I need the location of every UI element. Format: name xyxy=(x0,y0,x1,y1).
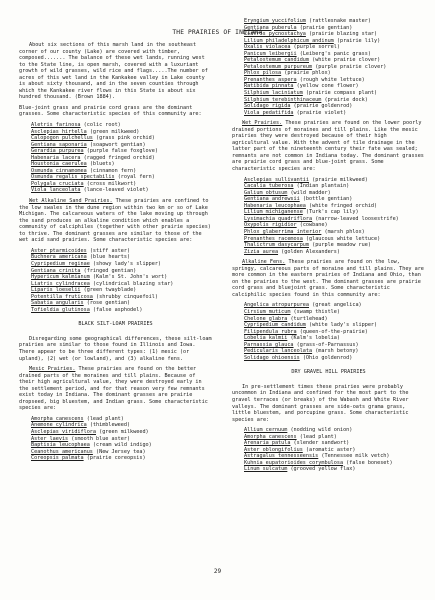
species-name: Liatris cylindracea xyxy=(31,280,90,287)
species-name: Chelone glabra xyxy=(244,315,288,322)
species-name: Calopogon pulchellus xyxy=(31,135,93,142)
paragraph: Wet Alkaline Sand Prairies. These prairies are confined to the low swales in the dune region within two km or so of Lake Michigan. The calcareous waters of the lake moving up through the sand produces an alkaline condition which enables a community of calciphiles (together with other prairie species) to thrive. The dominant grasses are similar to those of the wet acid sand prairies. Some characteristic species are: xyxy=(19,198,211,244)
common-name: (yellow cone flower) xyxy=(296,83,359,90)
quote-paragraph: About six sections of this marsh land in the southeast corner of our county (Lake) are covered with timber, composed....... The balance of these wet lands, running west to the State line, is open marsh, covered with a luxuriant growth of wild grasses, wild rice and flags.....The number of acres of this wet land in the Kankakee valley in Lake county is about sixty thousand, and in the seven counties through which the Kankakee river flows in this State is about six hundred thousand. (Brown 1884). xyxy=(19,42,208,101)
species-name: Viola lanceolata xyxy=(31,187,81,194)
common-name: (great angelica) xyxy=(312,302,362,309)
common-name: (prairie violet) xyxy=(296,109,347,116)
common-name: (false boneset) xyxy=(346,459,393,466)
subsection-heading: Wet Prairies. xyxy=(242,120,283,127)
species-name: Liatris pycnostachya xyxy=(244,31,306,38)
paragraph: Alkaline Fens. These prairies are found on the low, springy, calcareous parts of moraine and till plains. They are more common in the eastern prairies of Indiana and Ohio, than on the prairies to the west. The dominant grasses are prairie cord grass and bluejoint grass. Some characteristic calciphilic species found in this community are: xyxy=(232,259,424,298)
species-name: Cirsium muticum xyxy=(244,308,291,315)
species-list xyxy=(232,177,425,256)
species-name: Astragalus tennesseensis xyxy=(244,453,319,460)
species-name: Filipendula rubra xyxy=(244,328,297,335)
species-name: Oxalis violacea xyxy=(244,44,291,51)
species-name: Asclepias hirtella xyxy=(31,128,87,135)
paragraph: Blue-joint grass and prairie cord grass are the dominant grasses. Some characteristic species of this community are: xyxy=(19,104,202,118)
common-name: (swamp thistle) xyxy=(293,308,340,315)
common-name: (purple prairie clover) xyxy=(315,63,387,70)
species-list xyxy=(19,416,212,462)
common-name: (rattlesnake master) xyxy=(309,18,371,24)
common-name: (purple false foxglove) xyxy=(86,148,158,155)
species-name: Ceanothus americanus xyxy=(31,448,93,455)
section-title: DRY GRAVEL HILL PRAIRIES xyxy=(291,369,366,376)
species-name: Aster laevis xyxy=(31,435,69,442)
subsection-heading: Mesic Prairies. xyxy=(29,366,76,373)
species-name: Gentiana andrewsii xyxy=(244,196,300,203)
species-name: Viola pedatifida xyxy=(244,109,294,116)
subsection-heading: Wet Alkaline Sand Prairies. xyxy=(29,198,113,205)
common-name: (bottle gentian) xyxy=(302,196,353,203)
species-name: Aster ptarmicoides xyxy=(31,247,87,254)
right-column xyxy=(232,18,425,477)
species-name: Kuhnia eupatorioides corymbulosa xyxy=(244,459,344,466)
species-name: Zizia aurea xyxy=(244,248,279,255)
species-name: Lobelia kalmii xyxy=(244,335,288,342)
common-name: (queen-of-the-prairie) xyxy=(299,328,368,335)
species-name: Cypripedium candidum xyxy=(244,322,306,329)
common-name: (prairie phlox) xyxy=(284,70,331,77)
subsection-heading: Alkaline Fens. xyxy=(242,259,286,266)
species-name: Gentiana puberula xyxy=(244,24,297,31)
species-name: Thalictrum dasycarpum xyxy=(244,242,309,249)
species-name: Prenanthes aspera xyxy=(244,76,297,83)
common-name: (narrow-leaved loosestrife) xyxy=(315,215,399,222)
species-item xyxy=(244,249,425,256)
common-name: (false asphodel) xyxy=(92,306,143,313)
species-name: Solidago rigida xyxy=(244,103,291,110)
common-name: (showy lady's slipper) xyxy=(92,260,162,267)
species-name: Petalostemum candidum xyxy=(244,57,309,64)
species-name: Habenaria lacera xyxy=(31,154,81,161)
common-name: (golden Alexanders) xyxy=(281,248,340,255)
common-name: (prairie dock) xyxy=(324,96,368,103)
species-item xyxy=(31,187,212,194)
species-name: Gentiana crinita xyxy=(31,267,81,274)
paragraph: Wet Prairies. These prairies are found on the lower poorly drained portions of moraines and till plains. Like the mesic prairies they were destroyed because of their high agricultural value. With the advent of tile drainage in the latter part of the nineteenth century their fate was sealed; remnants are not common in Indiana today. The dominant grasses are prairie cord grass and blue-joint grass. Some characteristic species are: xyxy=(232,120,424,173)
species-name: Asclepias viridiflora xyxy=(31,428,96,435)
common-name: (New Jersey tea) xyxy=(96,448,146,455)
common-name: (grooved yellow flax) xyxy=(290,466,356,473)
left-column xyxy=(19,42,212,466)
species-name: Cacalia tuberosa xyxy=(244,183,294,190)
common-name: (prairie lily) xyxy=(336,37,381,44)
species-name: Prenanthes racemosa xyxy=(244,235,303,242)
common-name: (Leiberg's panic grass) xyxy=(299,50,371,57)
common-name: (grass-of-Parnassus) xyxy=(296,341,359,348)
species-name: Hypericum kalmianum xyxy=(31,274,90,281)
species-name: Gentiana saponaria xyxy=(31,141,87,148)
paragraph: Disregarding some geographical differences, these silt-loam prairies are similar to those found in Illinois and Iowa. There appear to be three different types: (1) mesic (or upland), (2) wet (or lowland), and (3) alkaline fens. xyxy=(19,335,212,362)
common-name: (turtlehead) xyxy=(290,315,328,322)
species-name: Cypripedium reginae xyxy=(31,260,90,267)
species-name: Liparis loeselii xyxy=(31,287,81,294)
common-name: (lead plant) xyxy=(86,415,124,422)
common-name: (marsh phlox) xyxy=(324,228,365,235)
species-name: Lilium philadelphicum andinum xyxy=(244,37,334,44)
species-name: Aster oblongifolius xyxy=(244,446,303,453)
common-name: (lance-leaved violet) xyxy=(83,187,149,194)
species-name: Aletris farinosa xyxy=(31,122,81,129)
species-name: Allium cernuum xyxy=(244,427,288,434)
species-name: Gerardia purpurea xyxy=(31,148,84,155)
species-item xyxy=(244,110,425,117)
species-name: Phlox pilosa xyxy=(244,70,282,77)
species-name: Amorpha canescens xyxy=(244,433,297,440)
common-name: (cowbane) xyxy=(299,222,328,229)
common-name: (cream wild indigo) xyxy=(92,442,152,449)
common-name: (cross milkwort) xyxy=(86,180,137,187)
common-name: (white prairie clover) xyxy=(312,57,381,64)
species-name: Ratibida pinnata xyxy=(244,83,294,90)
species-name: Pedicularis lanceolata xyxy=(244,348,313,355)
common-name: (soapwort gentian) xyxy=(89,141,146,148)
common-name: (prairie goldenrod) xyxy=(293,103,353,110)
page-header: THE PRAIRIES OF INDIANA xyxy=(172,29,263,36)
common-name: (prairie blazing star) xyxy=(309,31,378,38)
species-name: Baptisia leucophaea xyxy=(31,442,90,449)
species-name: Habenaria leucophaea xyxy=(244,202,306,209)
paragraph: Mesic Prairies. These prairies are found on the better drained parts of the moraines and till plains. Because of their high agricultural value, they were destroyed early in the settlement period, and for that reason very few remnants exist today in Indiana. The dominant grasses are prairie dropseed, big bluestem, and Indian grass. Some characteristic species are: xyxy=(19,366,208,412)
common-name: (white lady's slipper) xyxy=(309,322,378,329)
common-name: (prairie coreopsis) xyxy=(86,455,146,462)
species-name: Eryngium yuccifolium xyxy=(244,18,306,24)
common-name: (white fringed orchid) xyxy=(309,202,378,209)
species-name: Phlox glaberrima interior xyxy=(244,228,322,235)
common-name: (prairie milkweed) xyxy=(312,176,368,183)
species-name: Linum sulcatum xyxy=(244,466,288,473)
section-title: BLACK SILT-LOAM PRAIRIES xyxy=(78,321,153,328)
species-name: Osmunda cinnamomea xyxy=(31,167,87,174)
common-name: (bluets) xyxy=(89,161,115,168)
paragraph: In pre-settlement times these prairies were probably uncommon in Indiana and confined for the most part to the gravel terraces (or breaks) of the Wabash and White River valleys. The dominant grasses are side-oats grama grass, little bluestem, and porcupine grass. Some characteristic species are: xyxy=(232,383,409,423)
species-name: Anemone cylindrica xyxy=(31,422,87,429)
common-name: (Turk's cap lily) xyxy=(305,209,359,216)
common-name: (stiff aster) xyxy=(89,247,131,254)
species-name: Petalostemum purpureum xyxy=(244,63,313,70)
common-name: (grass pink orchid) xyxy=(96,135,155,142)
species-item xyxy=(244,466,425,473)
common-name: (colic root) xyxy=(83,122,121,129)
common-name: (prairie gentian) xyxy=(299,24,353,31)
common-name: (aromatic aster) xyxy=(305,446,356,453)
common-name: (smooth blue aster) xyxy=(71,435,131,442)
common-name: (wild madder) xyxy=(290,189,331,196)
species-name: Silphium laciniatum xyxy=(244,90,303,97)
species-name: Lysimachia quadriflora xyxy=(244,215,313,222)
species-list xyxy=(232,427,425,473)
common-name: (green milkweed) xyxy=(99,428,149,435)
common-name: (Kalm's St. John's wort) xyxy=(92,274,168,281)
species-item xyxy=(31,307,212,314)
common-name: (marsh betony) xyxy=(315,348,359,355)
common-name: (purple meadow rue) xyxy=(312,242,371,249)
species-name: Arenaria patula xyxy=(244,440,291,447)
common-name: (shrubby cinquefoil) xyxy=(96,293,158,300)
common-name: (purple sorrel) xyxy=(293,44,340,51)
species-name: Coreopsis palmata xyxy=(31,455,84,462)
species-name: Polygala cruciata xyxy=(31,180,84,187)
species-item xyxy=(31,455,212,462)
page-number: 29 xyxy=(213,568,222,575)
common-name: (fringed gentian) xyxy=(83,267,137,274)
species-name: Houstonia caerulea xyxy=(31,161,87,168)
species-name: Asclepias sullivantii xyxy=(244,176,309,183)
common-name: (Kalm's lobelia) xyxy=(290,335,340,342)
species-list xyxy=(232,302,425,361)
species-name: Sabatia angularis xyxy=(31,300,84,307)
species-list xyxy=(19,122,212,194)
species-list xyxy=(232,18,425,116)
common-name: (nodding wild onion) xyxy=(290,427,353,434)
common-name: (thimbleweed) xyxy=(89,422,131,429)
common-name: (cinnamon fern) xyxy=(89,167,137,174)
species-name: Galium obtusum xyxy=(244,189,288,196)
common-name: (Ohio goldenrod) xyxy=(302,354,353,361)
common-name: (prairie compass plant) xyxy=(305,90,378,97)
common-name: (slender sandwort) xyxy=(293,440,350,447)
species-name: Tofieldia glutinosa xyxy=(31,306,90,313)
common-name: (cylindrical blazing star) xyxy=(92,280,174,287)
common-name: (rose gentian) xyxy=(86,300,131,307)
common-name: (green milkweed) xyxy=(89,128,140,135)
species-name: Lilium michiganense xyxy=(244,209,303,216)
species-name: Osmunda regalis spectabilis xyxy=(31,174,115,181)
common-name: (Indian plantain) xyxy=(296,183,350,190)
common-name: (lead plant) xyxy=(299,433,337,440)
common-name: (rough white lettuce) xyxy=(299,76,365,83)
species-name: Buchnera americana xyxy=(31,254,87,261)
species-item xyxy=(244,355,425,362)
common-name: (ragged fringed orchid) xyxy=(83,154,155,161)
species-list xyxy=(19,248,212,313)
species-name: Parnassia glauca xyxy=(244,341,294,348)
common-name: (green twayblade) xyxy=(83,287,137,294)
species-name: Potentilla fruticosa xyxy=(31,293,93,300)
species-name: Solidago ohioensis xyxy=(244,354,300,361)
species-name: Angelica atropurpurea xyxy=(244,302,309,309)
species-name: Panicum leibergii xyxy=(244,50,297,57)
common-name: (royal fern) xyxy=(117,174,155,181)
species-name: Silphium terebinthinaceum xyxy=(244,96,322,103)
common-name: (glaucous white lettuce) xyxy=(305,235,381,242)
species-name: Amorpha canescens xyxy=(31,415,84,422)
common-name: (blue hearts) xyxy=(89,254,131,261)
common-name: (Tennessee milk vetch) xyxy=(321,453,390,460)
species-name: Oxypolis rigidior xyxy=(244,222,297,229)
